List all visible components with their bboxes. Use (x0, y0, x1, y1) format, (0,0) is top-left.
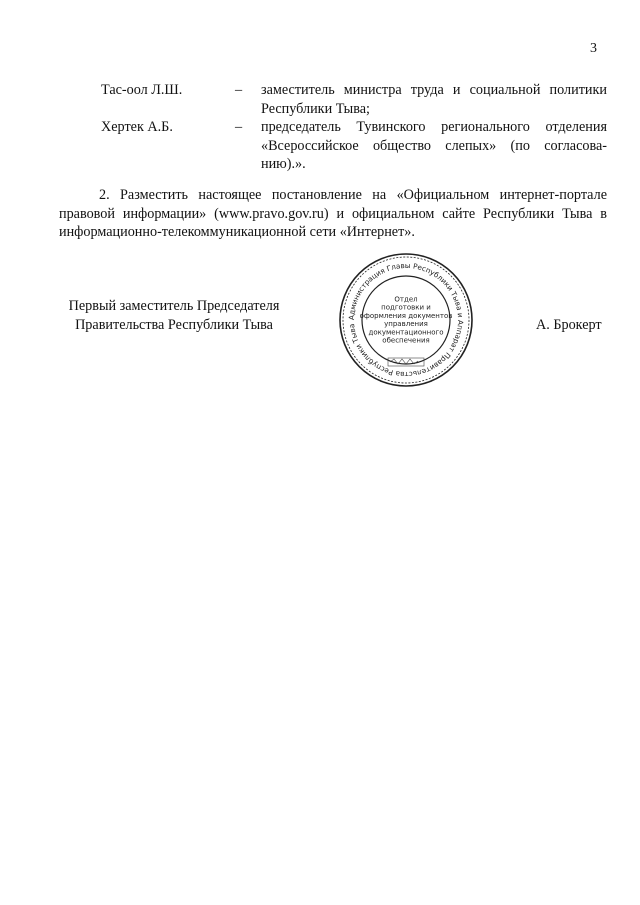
member-role: заместитель министра труда и социальной политики Республики Тыва; (261, 82, 607, 117)
stamp-center-line: обеспечения (382, 336, 430, 345)
member-role: председатель Тувинского регионального отделения «Всероссийское общество слепых» (по согласова-нию).». (261, 119, 607, 172)
paragraph-2: 2. Разместить настоящее постановление на «Официальном интернет-портале правовой информации» (www.pravo.gov.ru) и официальном сайте Республики Тыва в информационно-телекоммуникационной сети «Интернет». (59, 187, 607, 240)
stamp-ring-text: Администрация Главы Республики Тыва и Аппарат Правительства Республики Тыва (346, 260, 466, 380)
stamp-center-line: оформления документов (359, 311, 453, 320)
stamp-center-line: документационного (368, 328, 444, 337)
member-row (101, 81, 607, 118)
signatory-name: А. Брокерт (536, 317, 602, 333)
stamp-center-line: управления (384, 320, 428, 329)
member-dash: – (235, 82, 243, 98)
signatory-title-line-2: Правительства Республики Тыва (75, 316, 273, 333)
stamp-seal-icon (336, 250, 476, 390)
member-name: Тас-оол Л.Ш. (101, 82, 183, 98)
member-dash: – (235, 119, 243, 135)
signatory-title (59, 297, 289, 334)
signatory-title-line-1: Первый заместитель Председателя (68, 298, 280, 314)
stamp-center-line: Отдел (394, 295, 418, 304)
stamp-center-line: подготовки и (381, 303, 431, 312)
commission-member-list (101, 81, 607, 174)
member-name: Хертек А.Б. (101, 119, 173, 135)
member-row (101, 118, 607, 174)
page-number: 3 (590, 41, 597, 56)
official-stamp (336, 250, 476, 390)
